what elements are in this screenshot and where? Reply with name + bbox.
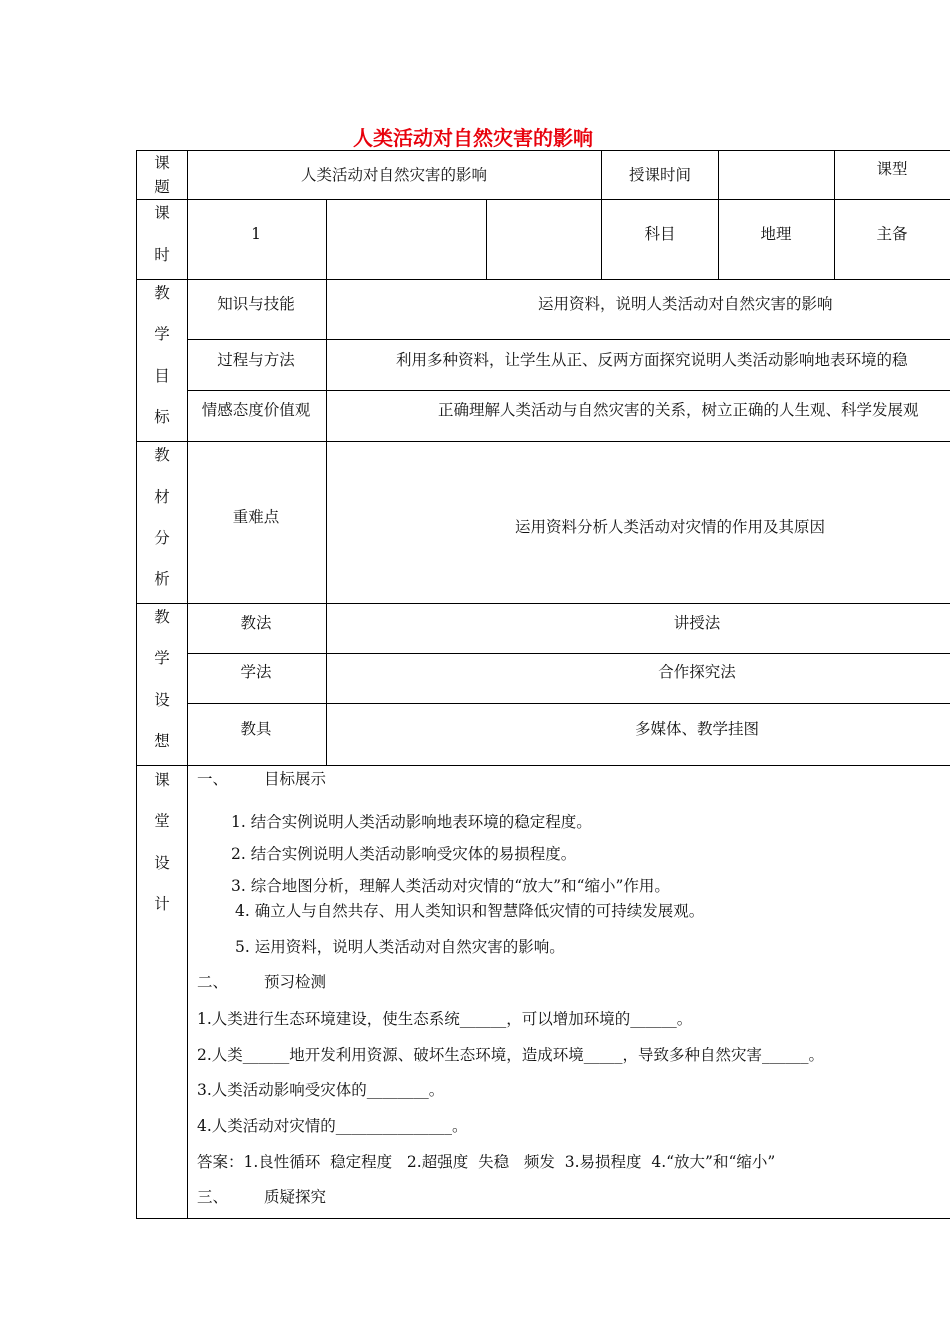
goal-item: 3. 综合地图分析，理解人类活动对灾情的“放大”和“缩小”作用。 (231, 877, 670, 895)
classroom-label-3: 设 (154, 854, 170, 872)
analysis-row-label: 重难点 (232, 508, 280, 526)
goals-label-2: 学 (154, 325, 170, 343)
classroom-label-4: 计 (154, 895, 170, 913)
kemu-value: 地理 (760, 225, 792, 243)
goals-label-3: 目 (154, 367, 170, 385)
design-row-value: 合作探究法 (658, 663, 736, 681)
goals-label-4: 标 (154, 408, 170, 426)
answer-line: 答案：1.良性循环 稳定程度 2.超强度 失稳 频发 3.易损程度 4.“放大”和“缩小” (197, 1153, 776, 1171)
design-row-value: 讲授法 (673, 614, 721, 632)
section-number: 三、 (197, 1188, 229, 1206)
analysis-label-1: 教 (154, 446, 170, 464)
question-item: 4.人类活动对灾情的_______________。 (197, 1117, 468, 1135)
keshi-label-2: 时 (154, 246, 170, 264)
goal-item: 5. 运用资料，说明人类活动对自然灾害的影响。 (235, 938, 565, 956)
design-label-3: 设 (154, 691, 170, 709)
question-item: 1.人类进行生态环境建设，使生态系统______，可以增加环境的______。 (197, 1010, 693, 1028)
analysis-label-3: 分 (154, 529, 170, 547)
goal-item: 1. 结合实例说明人类活动影响地表环境的稳定程度。 (231, 813, 592, 831)
design-row-label: 学法 (240, 663, 272, 681)
goal-row-label: 知识与技能 (217, 295, 295, 313)
kemu-label: 科目 (644, 225, 676, 243)
section-number: 一、 (197, 770, 229, 788)
keti-label-1: 课 (154, 154, 170, 172)
design-label-4: 想 (154, 732, 170, 750)
keti-label-2: 题 (154, 178, 170, 196)
design-label-1: 教 (154, 608, 170, 626)
design-row-value: 多媒体、教学挂图 (634, 720, 760, 738)
document-title: 人类活动对自然灾害的影响 (353, 126, 593, 150)
classroom-label-2: 堂 (154, 812, 170, 830)
shouke-label: 授课时间 (628, 166, 692, 184)
goal-row-value: 利用多种资料，让学生从正、反两方面探究说明人类活动影响地表环境的稳 (396, 351, 908, 369)
design-row-label: 教具 (240, 720, 272, 738)
goal-row-value: 正确理解人类活动与自然灾害的关系，树立正确的人生观、科学发展观 (438, 401, 919, 419)
goal-item: 4. 确立人与自然共存、用人类知识和智慧降低灾情的可持续发展观。 (235, 902, 705, 920)
design-row-label: 教法 (240, 614, 272, 632)
analysis-value: 运用资料分析人类活动对灾情的作用及其原因 (514, 518, 826, 536)
keti-value: 人类活动对自然灾害的影响 (300, 166, 488, 184)
design-label-2: 学 (154, 649, 170, 667)
goals-label-1: 教 (154, 284, 170, 302)
keshi-label-1: 课 (154, 204, 170, 222)
zhubei-label: 主备 (876, 225, 908, 243)
analysis-label-4: 析 (154, 570, 170, 588)
kexing-label: 课型 (876, 160, 908, 178)
section-title: 质疑探究 (264, 1188, 327, 1206)
keshi-value: 1 (251, 225, 261, 243)
section-number: 二、 (197, 973, 229, 991)
goal-row-value: 运用资料，说明人类活动对自然灾害的影响 (538, 295, 833, 313)
analysis-label-2: 材 (154, 488, 170, 506)
section-title: 预习检测 (264, 973, 327, 991)
section-title: 目标展示 (264, 770, 327, 788)
goal-row-label: 过程与方法 (217, 351, 295, 369)
classroom-label-1: 课 (154, 771, 170, 789)
question-item: 3.人类活动影响受灾体的________。 (197, 1081, 445, 1099)
goal-row-label: 情感态度价值观 (201, 401, 311, 419)
goal-item: 2. 结合实例说明人类活动影响受灾体的易损程度。 (231, 845, 577, 863)
question-item: 2.人类______地开发利用资源、破坏生态环境，造成环境_____，导致多种自然灾害______。 (197, 1046, 825, 1064)
